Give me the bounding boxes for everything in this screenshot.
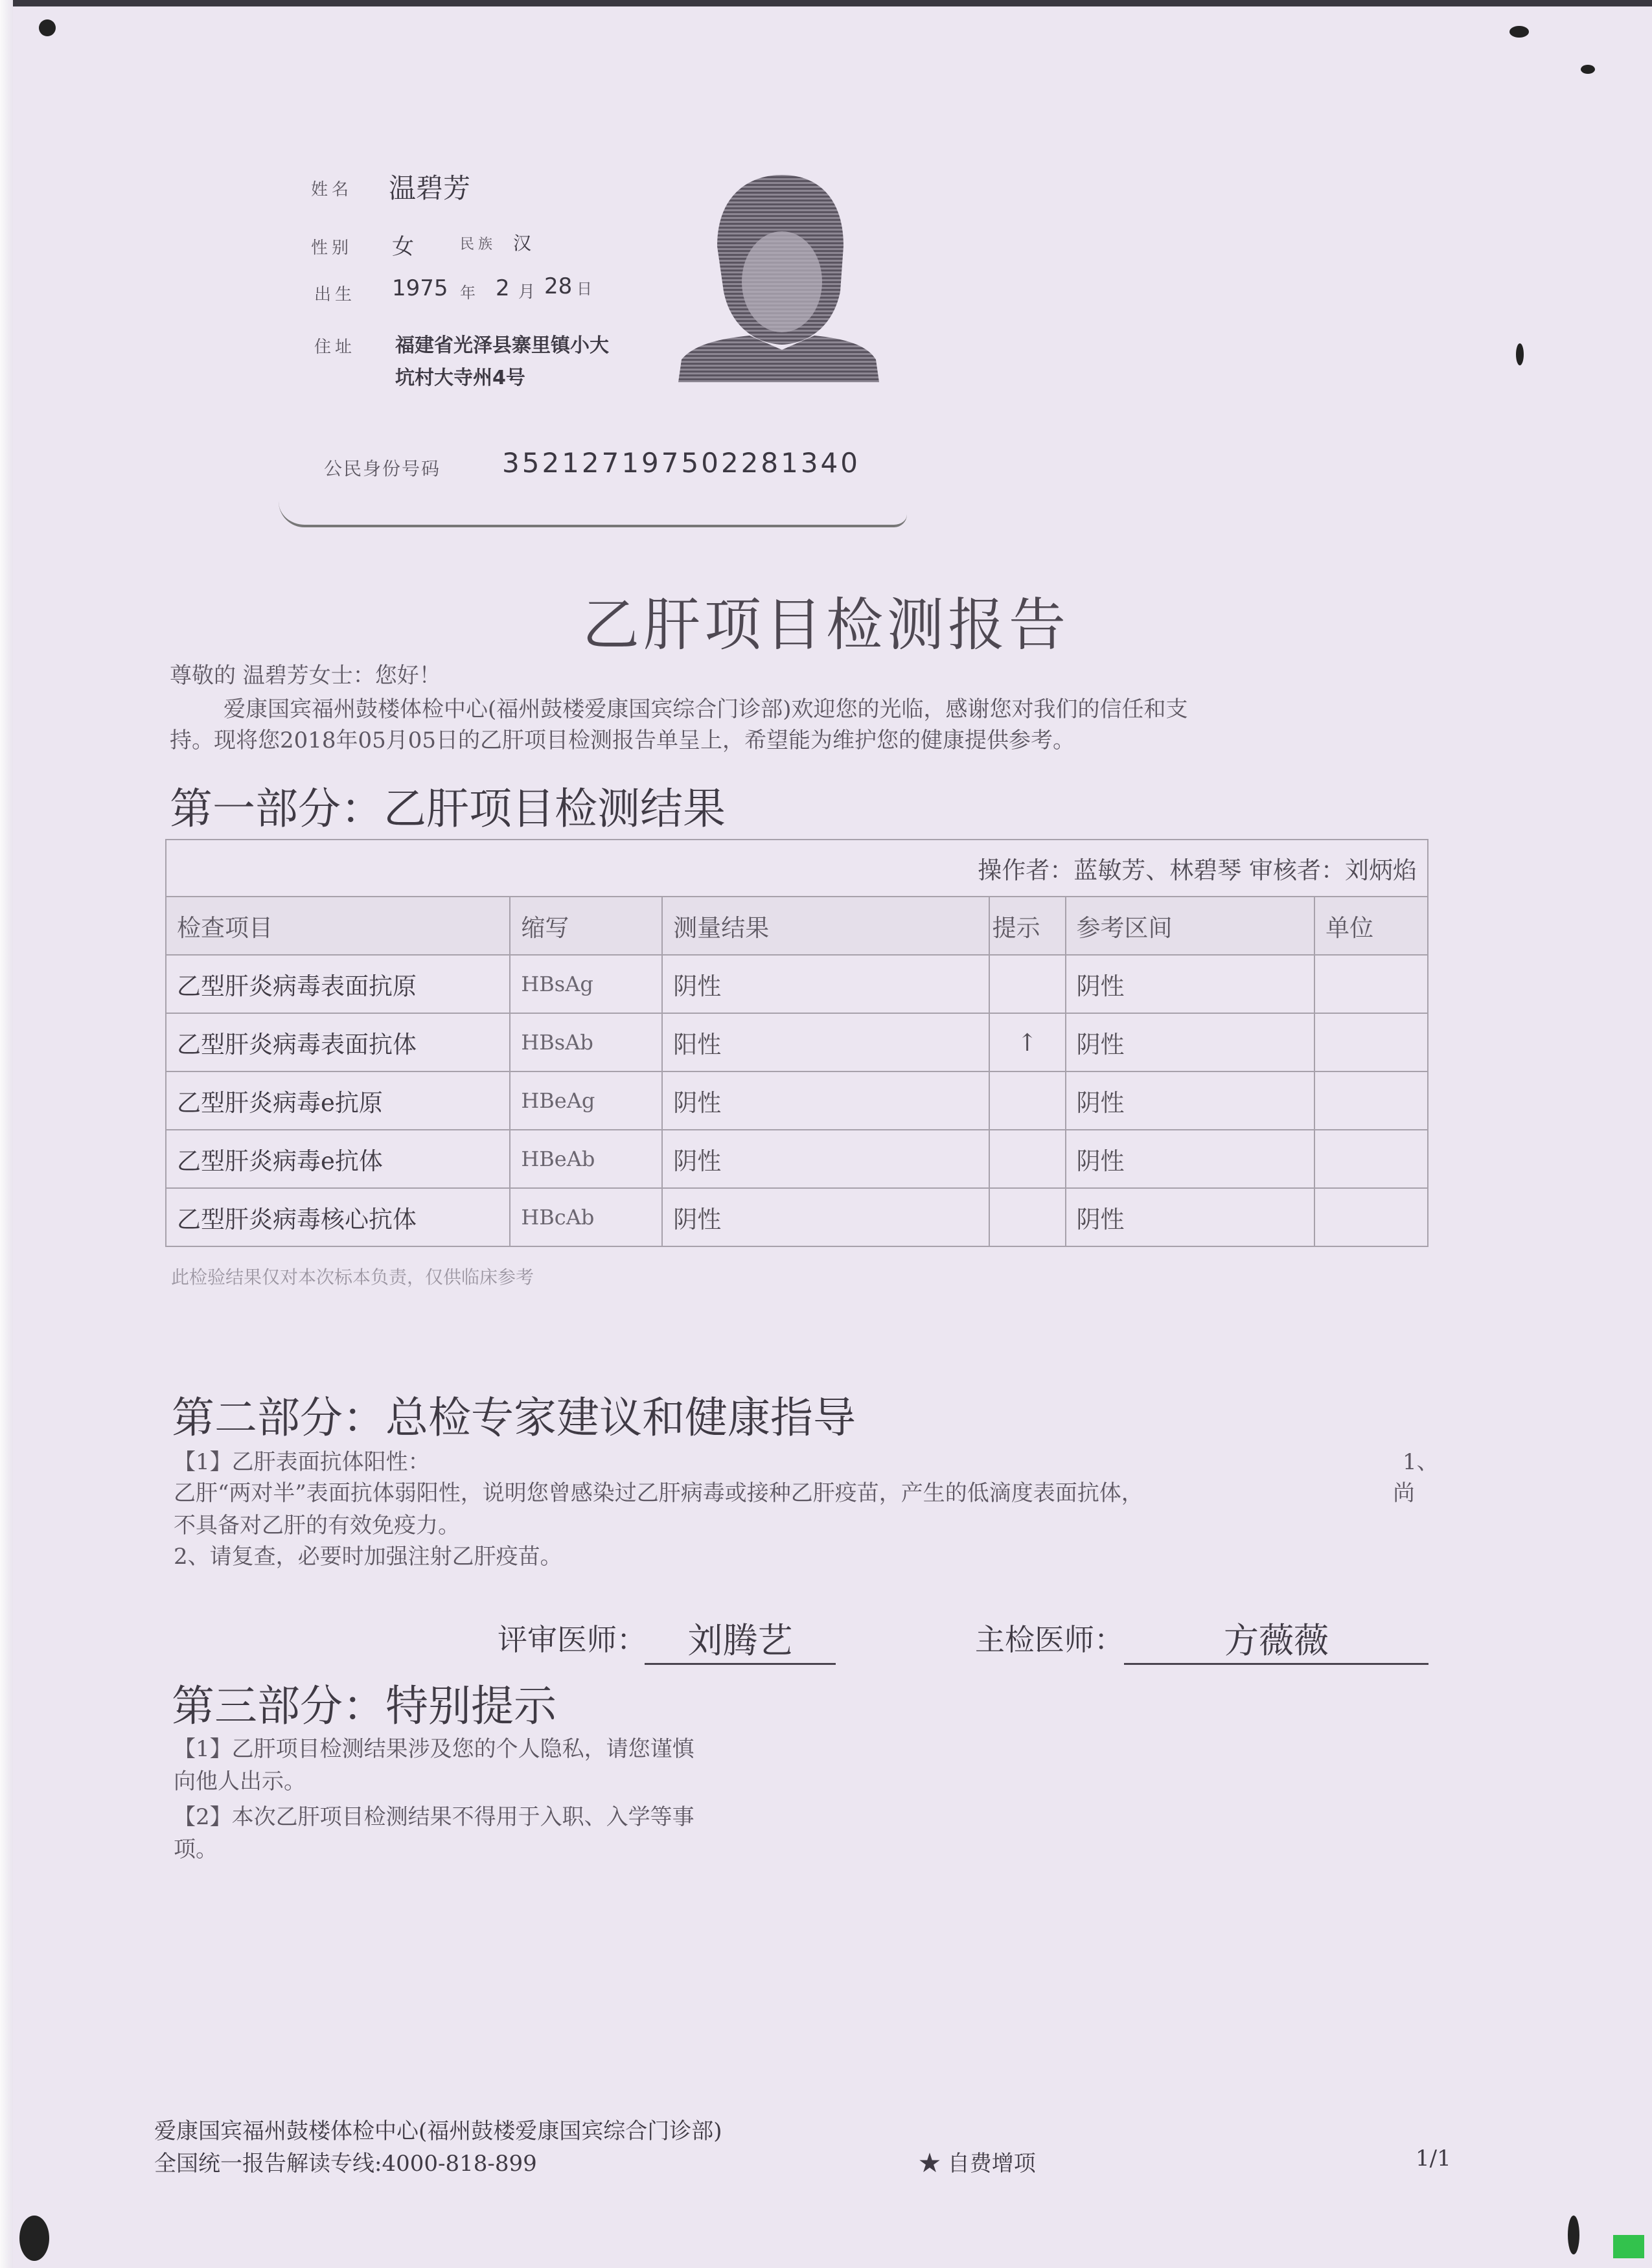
section-3-heading: 第三部分：特别提示 [172, 1681, 556, 1731]
id-birth-month-unit: 月 [518, 282, 540, 302]
cell-hint [989, 1071, 1066, 1130]
chief-signature: 方薇薇 [1124, 1613, 1428, 1665]
scan-speck [1509, 26, 1529, 38]
footer-hotline: 全国统一报告解读专线:4000-818-899 [154, 2151, 537, 2177]
cell-result: 阴性 [662, 955, 989, 1013]
table-row [166, 1071, 1428, 1130]
cell-result: 阳性 [662, 1013, 989, 1071]
cell-hint [989, 1188, 1066, 1246]
section-2-heading: 第二部分：总检专家建议和健康指导 [172, 1393, 856, 1443]
cell-hint [989, 955, 1066, 1013]
notice-1-line-1: 【1】乙肝项目检测结果涉及您的个人隐私，请您谨慎 [174, 1736, 694, 1762]
id-address-label: 住址 [314, 338, 356, 357]
cell-unit [1314, 1013, 1428, 1071]
col-header-unit: 单位 [1314, 897, 1428, 955]
footer-self-paid: ★ 自费增项 [919, 2151, 1036, 2177]
id-birth-day-unit: 日 [577, 280, 596, 298]
report-title: 乙肝项目检测报告 [582, 591, 1070, 658]
cell-unit [1314, 1130, 1428, 1188]
greeting: 尊敬的 温碧芳女士：您好！ [170, 663, 441, 689]
advice-line-3: 2、请复查，必要时加强注射乙肝疫苗。 [174, 1544, 562, 1570]
advice-line-1-end: 尚 [1393, 1480, 1415, 1506]
cell-item: 乙型肝炎病毒e抗原 [166, 1071, 510, 1130]
cell-abbr: HBeAg [510, 1071, 662, 1130]
scan-speck [1581, 65, 1595, 74]
notice-2-line-1: 【2】本次乙肝项目检测结果不得用于入职、入学等事 [174, 1804, 694, 1830]
id-sex-label: 性别 [311, 238, 353, 258]
id-birth-label: 出生 [314, 285, 356, 304]
cell-unit [1314, 1071, 1428, 1130]
footer-organization: 爱康国宾福州鼓楼体检中心(福州鼓楼爱康国宾综合门诊部) [154, 2118, 722, 2144]
cell-abbr: HBcAb [510, 1188, 662, 1246]
reviewer-label: 评审医师： [498, 1622, 647, 1657]
cell-ref: 阴性 [1066, 955, 1315, 1013]
cell-result: 阴性 [662, 1071, 989, 1130]
col-header-ref: 参考区间 [1066, 897, 1315, 955]
scan-speck [39, 19, 56, 36]
id-birth-month: 2 [496, 275, 510, 301]
id-number-label: 公民身份号码 [324, 458, 441, 479]
id-number: 352127197502281340 [502, 447, 860, 479]
cell-ref: 阴性 [1066, 1071, 1315, 1130]
cell-unit [1314, 1188, 1428, 1246]
page-number: 1/1 [1416, 2146, 1451, 2171]
id-birth-day: 28 [544, 273, 573, 299]
id-card-copy [279, 97, 907, 527]
cell-hint [989, 1130, 1066, 1188]
notice-2-line-2: 项。 [174, 1837, 218, 1862]
id-birth-year: 1975 [392, 275, 448, 301]
chief-label: 主检医师： [975, 1622, 1124, 1657]
scan-border-left [0, 0, 13, 2268]
col-header-hint: 提示 [989, 897, 1066, 955]
corner-badge [1613, 2235, 1644, 2258]
id-address-line2: 坑村大寺州4号 [395, 367, 525, 389]
notice-1-line-2: 向他人出示。 [174, 1769, 306, 1794]
intro-line-2: 持。现将您2018年05月05日的乙肝项目检测报告单呈上，希望能为维护您的健康提供参考。 [170, 727, 1075, 753]
cell-abbr: HBeAb [510, 1130, 662, 1188]
id-name-label: 姓名 [311, 180, 353, 200]
id-sex: 女 [392, 234, 414, 260]
operators-row: 操作者：蓝敏芳、林碧琴 审核者：刘炳焰 [166, 840, 1428, 897]
id-ethnicity-label: 民族 [460, 236, 497, 253]
table-row [166, 955, 1428, 1013]
results-table [165, 839, 1428, 1247]
col-header-item: 检查项目 [166, 897, 510, 955]
cell-item: 乙型肝炎病毒e抗体 [166, 1130, 510, 1188]
id-address-line1: 福建省光泽县寨里镇小大 [395, 334, 609, 357]
cell-ref: 阴性 [1066, 1188, 1315, 1246]
cell-ref: 阴性 [1066, 1130, 1315, 1188]
table-disclaimer: 此检验结果仅对本次标本负责，仅供临床参考 [171, 1266, 534, 1288]
section-1-heading: 第一部分：乙肝项目检测结果 [170, 784, 726, 834]
scan-border-top [0, 0, 1652, 6]
scan-speck [19, 2216, 49, 2261]
scan-speck [1568, 2216, 1579, 2254]
cell-item: 乙型肝炎病毒核心抗体 [166, 1188, 510, 1246]
col-header-abbr: 缩写 [510, 897, 662, 955]
id-ethnicity: 汉 [513, 233, 532, 254]
advice-line-1: 乙肝“两对半”表面抗体弱阳性，说明您曾感染过乙肝病毒或接种乙肝疫苗，产生的低滴度表面抗体， [174, 1480, 1143, 1506]
id-birth-year-unit: 年 [460, 284, 479, 302]
cell-item: 乙型肝炎病毒表面抗原 [166, 955, 510, 1013]
cell-ref: 阴性 [1066, 1013, 1315, 1071]
cell-result: 阴性 [662, 1130, 989, 1188]
cell-unit [1314, 955, 1428, 1013]
cell-abbr: HBsAg [510, 955, 662, 1013]
col-header-result: 测量结果 [662, 897, 989, 955]
advice-line-2: 不具备对乙肝的有效免疫力。 [174, 1513, 460, 1539]
advice-number-1: 1、 [1403, 1449, 1439, 1475]
table-row [166, 1130, 1428, 1188]
reviewer-signature: 刘腾艺 [645, 1613, 836, 1665]
cell-item: 乙型肝炎病毒表面抗体 [166, 1013, 510, 1071]
intro-line-1: 爱康国宾福州鼓楼体检中心(福州鼓楼爱康国宾综合门诊部)欢迎您的光临，感谢您对我们的信任和支 [224, 696, 1188, 722]
advice-heading: 【1】乙肝表面抗体阳性： [174, 1449, 430, 1475]
table-row [166, 1188, 1428, 1246]
id-name: 温碧芳 [389, 172, 471, 204]
cell-abbr: HBsAb [510, 1013, 662, 1071]
table-row [166, 1013, 1428, 1071]
cell-result: 阴性 [662, 1188, 989, 1246]
id-photo [678, 168, 879, 382]
scan-speck [1516, 343, 1524, 365]
cell-hint: ↑ [989, 1013, 1066, 1071]
